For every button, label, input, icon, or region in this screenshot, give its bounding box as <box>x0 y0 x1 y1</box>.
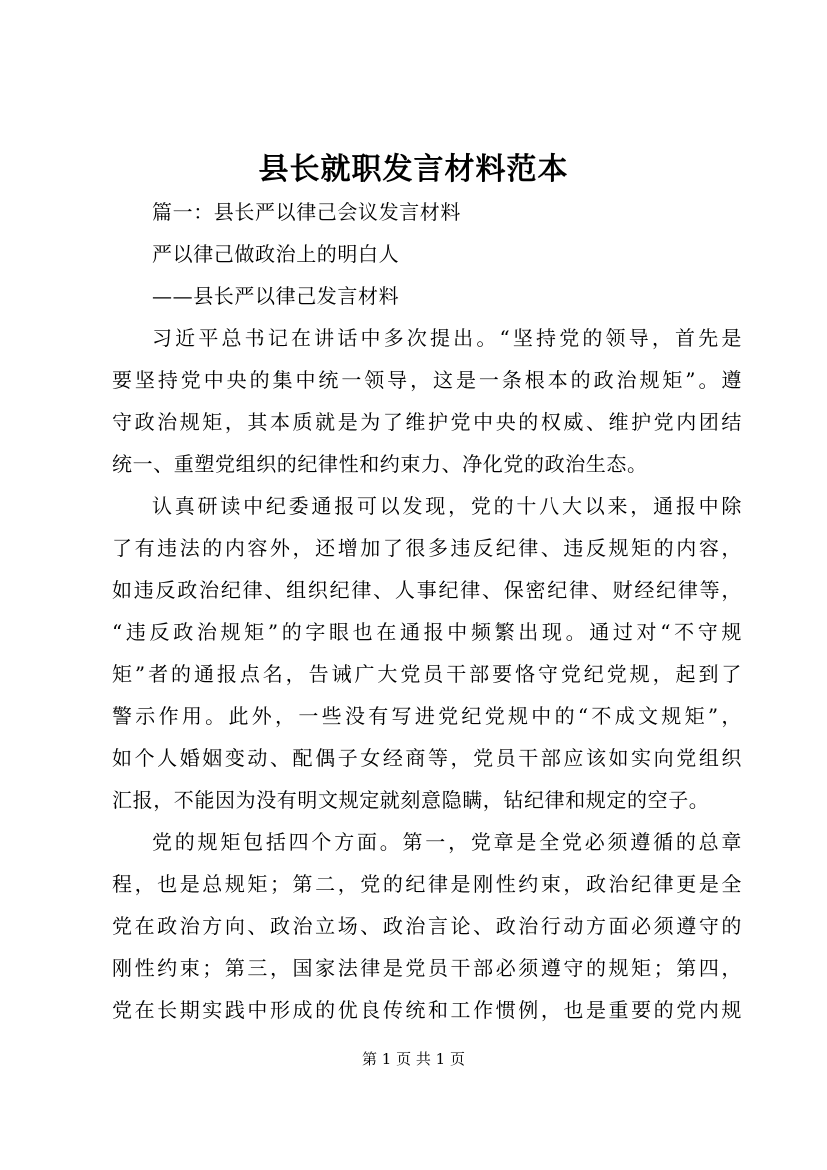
paragraph-line: 党的规矩包括四个方面。第一，党章是全党必须遵循的总章 <box>152 830 742 854</box>
paragraph-line: 刚性约束；第三，国家法律是党员干部必须遵守的规矩；第四， <box>112 956 742 980</box>
paragraph-line: 统一、重塑党组织的纪律性和约束力、净化党的政治生态。 <box>112 452 648 476</box>
paragraph-line: 要坚持党中央的集中统一领导，这是一条根本的政治规矩”。遵 <box>112 368 742 392</box>
paragraph-line: 程，也是总规矩；第二，党的纪律是刚性约束，政治纪律更是全 <box>112 872 742 896</box>
paragraph-line: 党在长期实践中形成的优良传统和工作惯例，也是重要的党内规 <box>112 998 742 1022</box>
document-title: 县长就职发言材料范本 <box>258 152 569 187</box>
paragraph-line: 了有违法的内容外，还增加了很多违反纪律、违反规矩的内容， <box>112 536 742 560</box>
paragraph-line: 如违反政治纪律、组织纪律、人事纪律、保密纪律、财经纪律等， <box>112 578 742 602</box>
paragraph-line: 党在政治方向、政治立场、政治言论、政治行动方面必须遵守的 <box>112 914 742 938</box>
paragraph-line: 认真研读中纪委通报可以发现，党的十八大以来，通报中除 <box>152 494 742 518</box>
paragraph-line: 如个人婚姻变动、配偶子女经商等，党员干部应该如实向党组织 <box>112 746 742 770</box>
paragraph-line: 汇报，不能因为没有明文规定就刻意隐瞒，钻纪律和规定的空子。 <box>112 788 710 812</box>
paragraph-line: 矩”者的通报点名，告诫广大党员干部要恪守党纪党规，起到了 <box>112 662 742 686</box>
section-heading: 篇一：县长严以律己会议发言材料 <box>152 200 461 224</box>
byline: ——县长严以律己发言材料 <box>152 284 400 308</box>
paragraph-line: 警示作用。此外，一些没有写进党纪党规中的“不成文规矩”， <box>112 704 742 728</box>
subtitle: 严以律己做政治上的明白人 <box>152 242 400 266</box>
paragraph-line: 习近平总书记在讲话中多次提出。“坚持党的领导，首先是 <box>152 326 742 350</box>
paragraph-line: 守政治规矩，其本质就是为了维护党中央的权威、维护党内团结 <box>112 410 742 434</box>
page-footer: 第 1 页 共 1 页 <box>362 1050 465 1068</box>
paragraph-line: “违反政治规矩”的字眼也在通报中频繁出现。通过对“不守规 <box>112 620 742 644</box>
